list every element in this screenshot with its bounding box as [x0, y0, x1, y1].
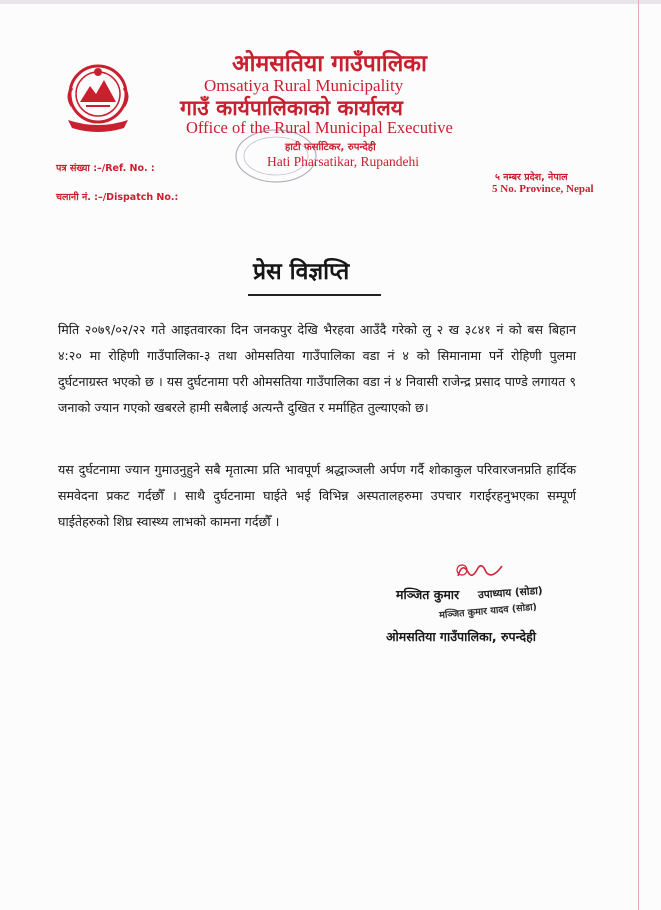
address-np: हाटी फर्साटिकर, रुपन्देही — [285, 142, 376, 153]
signatory-name: मञ्जित कुमार — [396, 587, 460, 602]
address-en: Hati Pharsatikar, Rupandehi — [267, 154, 420, 169]
signatory-organization: ओमसतिया गाउँपालिका, रुपन्देही — [386, 629, 536, 644]
page-margin-line — [638, 0, 639, 910]
dispatch-number-label: चलानी नं. :–/Dispatch No.: — [56, 192, 179, 203]
ref-number-label: पत्र संख्या :–/Ref. No. : — [56, 163, 155, 174]
office-name-np: गाउँ कार्यपालिकाको कार्यालय — [180, 96, 403, 120]
office-name-en: Office of the Rural Municipal Executive — [186, 118, 453, 137]
municipality-name-en: Omsatiya Rural Municipality — [204, 76, 404, 95]
title-underline — [248, 294, 381, 296]
body-paragraph-2: यस दुर्घटनामा ज्यान गुमाउनुहुने सबै मृतात्मा प्रति भावपूर्ण श्रद्धाञ्जली अर्पण गर्दै शोकाकुल परिवारजनप्रति हार्दिक समवेदना प्रकट गर्दछौँ । साथै दुर्घटनामा घाईते भई विभिन्न अस्पतालहरुमा उपचार गराईरहनुभएका सम्पूर्ण घाईतेहरुको शिघ्र स्वास्थ्य लाभको कामना गर्दछौँ । — [58, 462, 576, 529]
document-title: प्रेस विज्ञप्ति — [253, 259, 350, 285]
signatory-stamp-title: मञ्जित कुमार यादव (सोडा) — [438, 601, 538, 622]
province-np: ५ नम्बर प्रदेश, नेपाल — [495, 172, 568, 183]
handwritten-signature-icon — [452, 558, 508, 586]
municipality-name-np: ओमसतिया गाउँपालिका — [232, 51, 427, 77]
province-en: 5 No. Province, Nepal — [492, 183, 594, 195]
municipality-emblem-icon — [58, 58, 138, 138]
office-seal-stamp-icon — [232, 126, 320, 186]
scan-top-edge — [0, 0, 661, 4]
body-paragraph-1: मिति २०७९/०२/२२ गते आइतवारका दिन जनकपुर देखि भैरहवा आउँदै गरेको लु २ ख ३८४१ नं को बस बिहान ४:२० मा रोहिणी गाउँपालिका-३ तथा ओमसतिया गाउँपालिका वडा नं ४ को सिमानामा पर्ने रोहिणी पुलमा दुर्घटनाग्रस्त भएको छ । यस दुर्घटनामा परी ओमसतिया गाउँपालिका वडा नं ४ निवासी राजेन्द्र प्रसाद पाण्डे लगायत ९ जनाको ज्यान गएको खबरले हामी सबैलाई अत्यन्तै दुखित र मर्माहित तुल्याएको छ। — [58, 322, 576, 415]
signatory-stamp-name: उपाध्याय (सोडा) — [477, 584, 544, 602]
